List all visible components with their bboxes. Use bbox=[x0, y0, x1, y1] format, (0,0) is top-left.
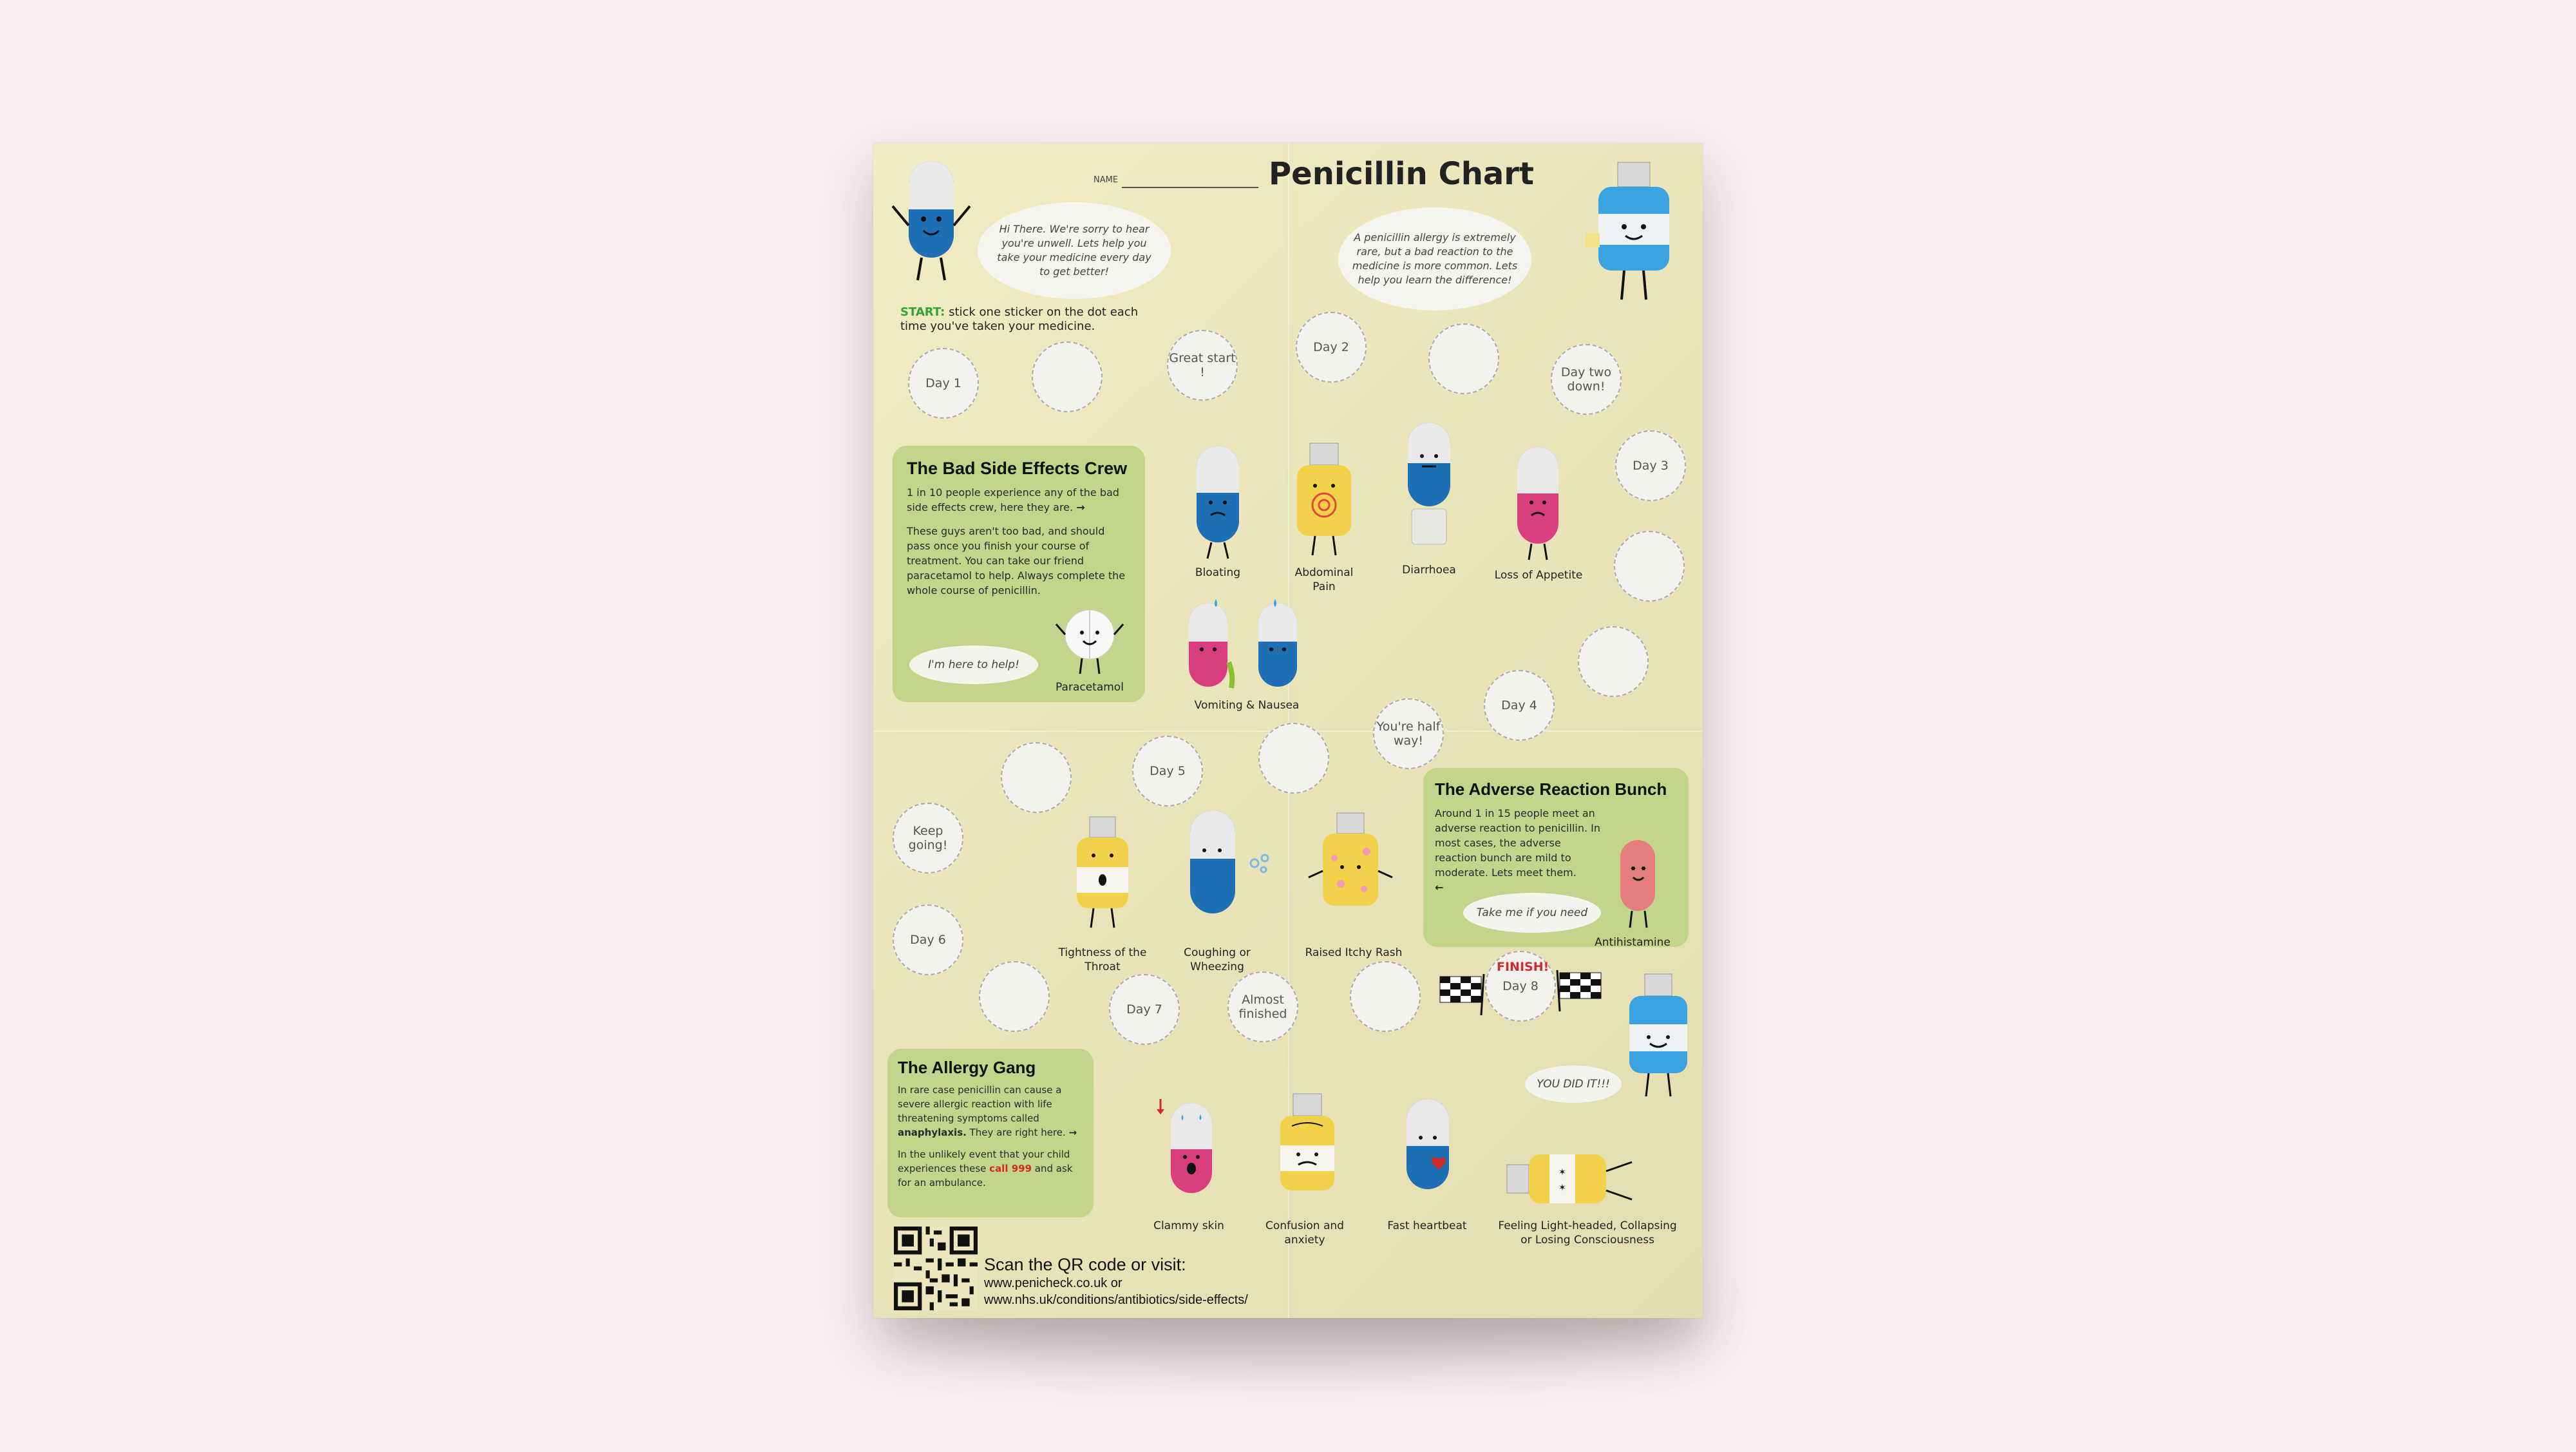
penicheck-link[interactable]: www.penicheck.co.uk or bbox=[984, 1276, 1122, 1290]
allergy-gang-panel bbox=[887, 1049, 1094, 1218]
sticker-dot-17[interactable] bbox=[979, 961, 1050, 1032]
paracetamol-tablet-icon bbox=[1051, 606, 1128, 676]
qr-code-icon[interactable] bbox=[894, 1227, 978, 1310]
sticker-dot-13[interactable]: Day 5 bbox=[1132, 736, 1203, 807]
allergy-gang-title: The Allergy Gang bbox=[898, 1058, 1036, 1077]
sticker-dot-5[interactable] bbox=[1428, 323, 1499, 394]
checkered-flag-left-icon bbox=[1436, 971, 1488, 1017]
sticker-dot-16[interactable]: Day 6 bbox=[893, 904, 963, 975]
nausea-blue-pill-icon bbox=[1249, 598, 1307, 694]
confusion-anxiety-label: Confusion and anxiety bbox=[1265, 1219, 1344, 1247]
sticker-dot-15[interactable]: Keep going! bbox=[893, 803, 963, 874]
name-label: NAME bbox=[1094, 175, 1119, 185]
diarrhoea-label: Diarrhoea bbox=[1402, 564, 1456, 577]
sticker-dot-11[interactable]: You're half way! bbox=[1373, 698, 1444, 769]
allergy-gang-body: In rare case penicillin can cause a severe allergic reaction with life threatening symptoms called anaphylaxis. They are right here. → bbox=[898, 1084, 1077, 1138]
loss-of-appetite-pill-icon bbox=[1506, 441, 1570, 563]
sticker-dot-1[interactable]: Day 1 bbox=[908, 348, 979, 419]
adverse-reaction-body: Around 1 in 15 people meet an adverse reaction to penicillin. In most cases, the adverse reaction bunch are mild to moderate. Lets meet them. bbox=[1435, 807, 1601, 879]
antihistamine-capsule-icon bbox=[1613, 836, 1664, 933]
sticker-dot-19[interactable]: Almost finished bbox=[1227, 971, 1298, 1042]
sticker-dot-10[interactable]: Day 4 bbox=[1484, 670, 1555, 741]
clammy-skin-label: Clammy skin bbox=[1153, 1219, 1224, 1232]
call-999-text: call 999 bbox=[989, 1163, 1032, 1174]
nhs-link[interactable]: www.nhs.uk/conditions/antibiotics/side-effects/ bbox=[984, 1293, 1248, 1307]
clammy-skin-pill-icon bbox=[1154, 1096, 1225, 1212]
sticker-dot-7[interactable]: Day 3 bbox=[1615, 430, 1686, 501]
allergy-gang-emergency: In the unlikely event that your child experiences these call 999 and ask for an ambulance. bbox=[898, 1149, 1073, 1189]
side-effects-body: These guys aren't too bad, and should pass once you finish your course of treatment. You can take our friend paracetamol to help. Always complete the whole course of penicillin. bbox=[907, 525, 1126, 597]
page-title: Penicillin Chart bbox=[1269, 156, 1534, 192]
intro-speech-bubble-right: A penicillin allergy is extremely rare, but a bad reaction to the medicine is more common. Lets help you learn the difference! bbox=[1338, 207, 1531, 310]
sticker-dot-12[interactable] bbox=[1258, 723, 1329, 794]
side-effects-intro: 1 in 10 people experience any of the bad side effects crew, here they are. → bbox=[907, 486, 1119, 513]
raised-itchy-rash-label: Raised Itchy Rash bbox=[1305, 946, 1403, 959]
fast-heartbeat-label: Fast heartbeat bbox=[1387, 1219, 1467, 1232]
fainting-label: Feeling Light-headed, Collapsing or Losing Consciousness bbox=[1498, 1219, 1677, 1247]
diarrhoea-pill-icon bbox=[1394, 419, 1464, 554]
side-effects-title: The Bad Side Effects Crew bbox=[907, 459, 1128, 478]
sticker-dot-3[interactable]: Great start ! bbox=[1167, 330, 1238, 401]
abdominal-pain-label: Abdominal Pain bbox=[1294, 566, 1354, 593]
finish-label: FINISH! bbox=[1497, 960, 1549, 974]
sticker-dot-6[interactable]: Day two down! bbox=[1551, 344, 1622, 415]
paracetamol-speech-bubble: I'm here to help! bbox=[909, 645, 1038, 684]
sticker-dot-20[interactable] bbox=[1350, 961, 1421, 1032]
svg-text:✶: ✶ bbox=[1558, 1183, 1566, 1193]
blue-bottle-mascot-icon bbox=[1586, 162, 1682, 310]
confusion-anxiety-bottle-icon bbox=[1269, 1094, 1346, 1210]
tightness-of-throat-label: Tightness of the Throat bbox=[1058, 946, 1147, 973]
finish-blue-bottle-icon bbox=[1619, 974, 1696, 1103]
abdominal-pain-bottle-icon bbox=[1285, 443, 1363, 559]
antihistamine-label: Antihistamine bbox=[1595, 936, 1671, 949]
start-instructions bbox=[900, 305, 1145, 334]
coughing-wheezing-label: Coughing or Wheezing bbox=[1184, 946, 1251, 973]
arrow-right-icon: → bbox=[1068, 1127, 1077, 1138]
vomiting-nausea-label: Vomiting & Nausea bbox=[1194, 699, 1300, 712]
sticker-dot-8[interactable] bbox=[1614, 531, 1685, 602]
bloating-label: Bloating bbox=[1195, 566, 1241, 579]
intro-speech-bubble-left: Hi There. We're sorry to hear you're unwell. Lets help you take your medicine every day to get better! bbox=[978, 202, 1171, 299]
start-label: START: bbox=[900, 305, 945, 319]
raised-itchy-rash-bottle-icon bbox=[1309, 813, 1392, 929]
sticker-dot-14[interactable] bbox=[1001, 742, 1072, 813]
paracetamol-label: Paracetamol bbox=[1056, 681, 1124, 694]
penicillin-chart-poster bbox=[873, 143, 1703, 1318]
adverse-reaction-title: The Adverse Reaction Bunch bbox=[1435, 779, 1667, 799]
arrow-left-icon: ← bbox=[1435, 881, 1444, 893]
name-field[interactable] bbox=[1122, 187, 1258, 188]
sticker-dot-4[interactable]: Day 2 bbox=[1296, 312, 1367, 383]
sticker-dot-21[interactable]: Day 8 bbox=[1485, 951, 1556, 1022]
fainting-bottle-icon bbox=[1504, 1145, 1640, 1216]
bloating-pill-icon bbox=[1182, 439, 1253, 562]
checkered-flag-right-icon bbox=[1553, 968, 1605, 1013]
antihistamine-speech-bubble: Take me if you need bbox=[1463, 893, 1601, 933]
tightness-of-throat-bottle-icon bbox=[1064, 817, 1141, 933]
scan-qr-heading: Scan the QR code or visit: bbox=[984, 1255, 1186, 1274]
blue-pill-mascot-icon bbox=[886, 155, 976, 290]
anaphylaxis-term: anaphylaxis. bbox=[898, 1127, 967, 1138]
fast-heartbeat-pill-icon bbox=[1392, 1094, 1463, 1210]
finish-speech-bubble: YOU DID IT!!! bbox=[1525, 1065, 1622, 1103]
svg-text:✶: ✶ bbox=[1558, 1167, 1566, 1178]
vomiting-pink-pill-icon bbox=[1176, 598, 1247, 694]
loss-of-appetite-label: Loss of Appetite bbox=[1494, 569, 1583, 582]
footer-links bbox=[984, 1255, 1248, 1308]
sticker-dot-9[interactable] bbox=[1578, 626, 1649, 697]
sticker-dot-2[interactable] bbox=[1032, 341, 1103, 412]
coughing-pill-icon bbox=[1177, 805, 1280, 934]
arrow-right-icon: → bbox=[1076, 501, 1085, 513]
sticker-dot-18[interactable]: Day 7 bbox=[1109, 974, 1180, 1045]
start-text: stick one sticker on the dot each time you've taken your medicine. bbox=[900, 305, 1139, 333]
